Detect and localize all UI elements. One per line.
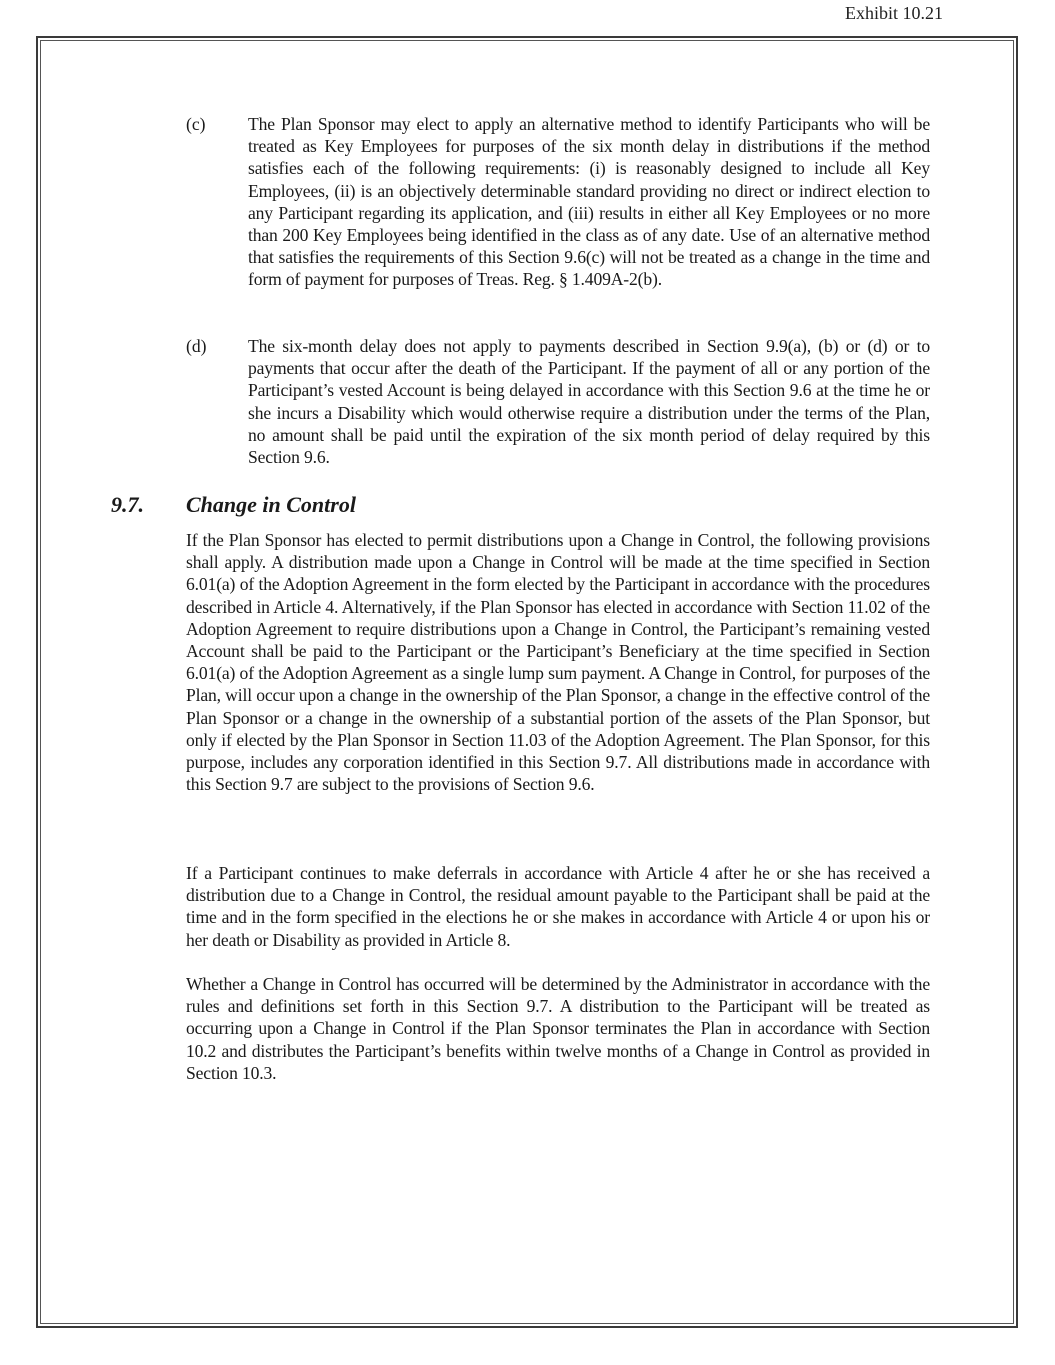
section-number: 9.7.: [111, 492, 144, 517]
item-text-d: The six-month delay does not apply to payments described in Section 9.9(a), (b) or (d) or to payments that occur after the death of the Participant. If the payment of all or any portion of the Participant’s vested Account is being delayed in accordance with this Section 9.6 at the time he or she incurs a Disability which would otherwise require a distribution under the terms of the Plan, no amount shall be paid until the expiration of the six month period of delay required by this Section 9.6.: [248, 336, 930, 468]
item-label-d: (d): [186, 336, 207, 356]
item-label-c: (c): [186, 114, 206, 134]
paragraph-1: If the Plan Sponsor has elected to permit distributions upon a Change in Control, the following provisions shall apply. A distribution made upon a Change in Control will be made at the time specified in Section 6.01(a) of the Adoption Agreement in the form elected by the Participant in accordance with the procedures described in Article 4. Alternatively, if the Plan Sponsor has elected in accordance with Section 11.02 of the Adoption Agreement to require distributions upon a Change in Control, the Participant’s remaining vested Account shall be paid to the Participant or the Participant’s Beneficiary at the time specified in Section 6.01(a) of the Adoption Agreement as a single lump sum payment. A Change in Control, for purposes of the Plan, will occur upon a change in the ownership of the Plan Sponsor, a change in the effective control of the Plan Sponsor or a change in the ownership of a substantial portion of the assets of the Plan Sponsor, but only if elected by the Plan Sponsor in Section 11.03 of the Adoption Agreement. The Plan Sponsor, for this purpose, includes any corporation identified in this Section 9.7. All distributions made in accordance with this Section 9.7 are subject to the provisions of Section 9.6.: [186, 530, 930, 795]
item-text-c: The Plan Sponsor may elect to apply an alternative method to identify Participants who will be treated as Key Employees for purposes of the six month delay in distributions if the method satisfies each of the following requirements: (i) is reasonably designed to include all Key Employees, (ii) is an objectively determinable standard providing no direct or indirect election to any Participant regarding its application, and (iii) results in either all Key Employees or no more than 200 Key Employees being identified in the class as of any date. Use of an alternative method that satisfies the requirements of this Section 9.6(c) will not be treated as a change in the time and form of payment for purposes of Treas. Reg. § 1.409A-2(b).: [248, 114, 930, 290]
exhibit-label: Exhibit 10.21: [845, 3, 943, 23]
section-title: Change in Control: [186, 492, 356, 517]
paragraph-2: If a Participant continues to make deferrals in accordance with Article 4 after he or she has received a distribution due to a Change in Control, the residual amount payable to the Participant shall be paid at the time and in the form specified in the elections he or she makes in accordance with Article 4 or upon his or her death or Disability as provided in Article 8.: [186, 863, 930, 950]
paragraph-3: Whether a Change in Control has occurred will be determined by the Administrator in accordance with the rules and definitions set forth in this Section 9.7. A distribution to the Participant will be treated as occurring upon a Change in Control if the Plan Sponsor terminates the Plan in accordance with Section 10.2 and distributes the Participant’s benefits within twelve months of a Change in Control as provided in Section 10.3.: [186, 974, 930, 1083]
